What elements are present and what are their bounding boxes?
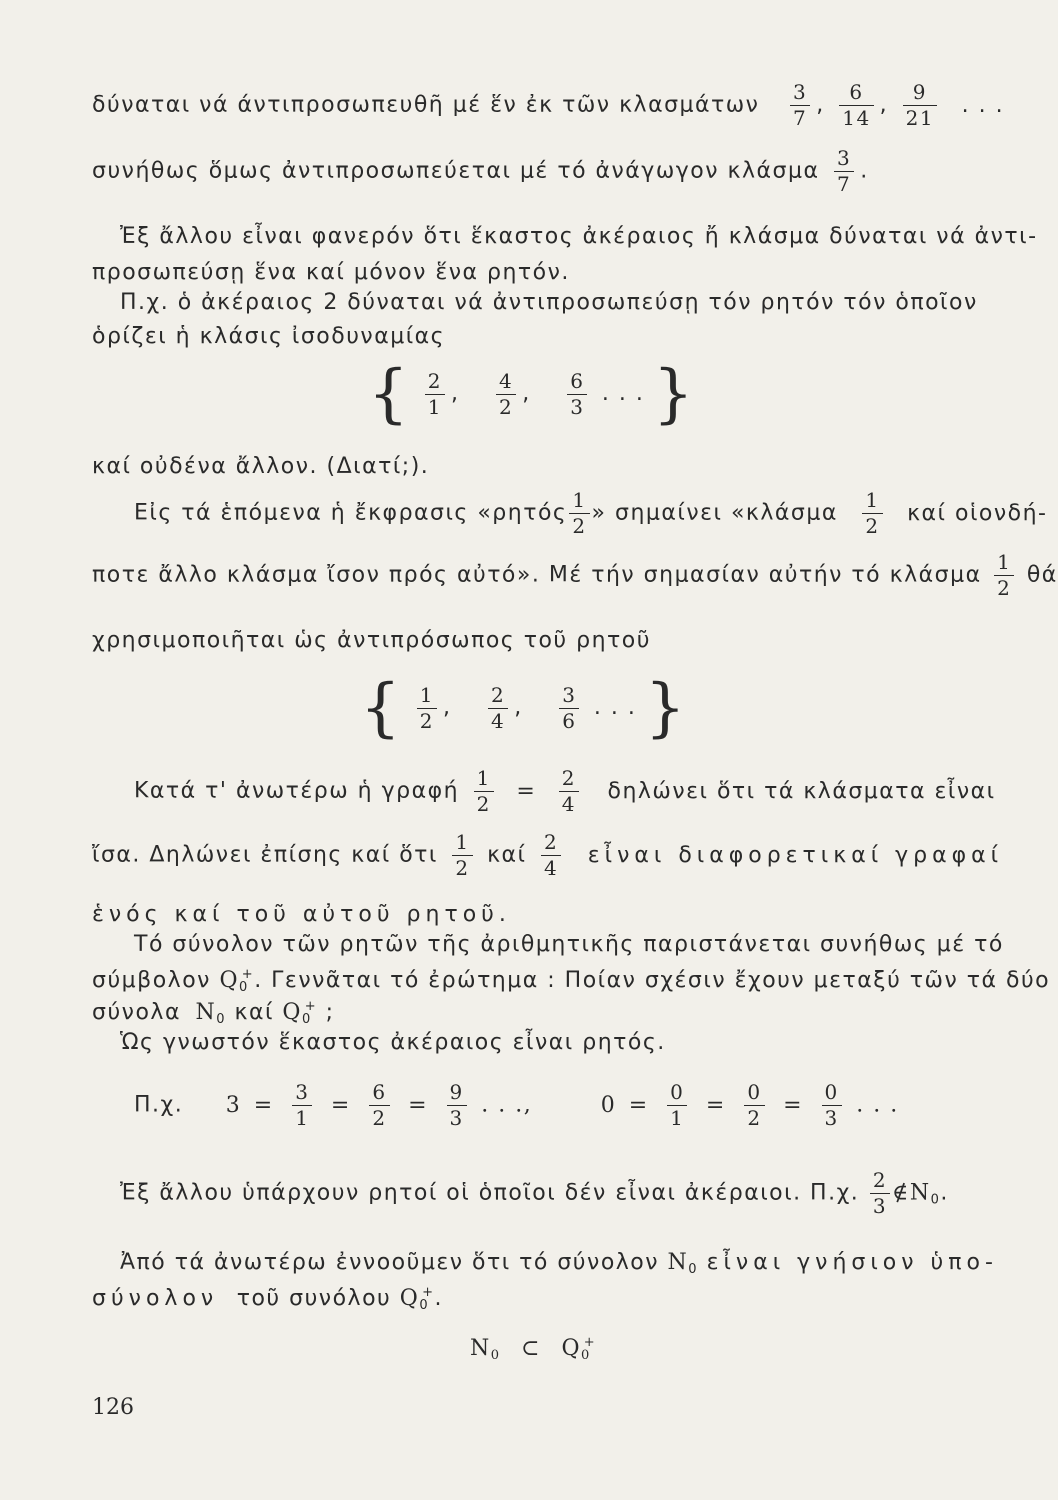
fraction	[567, 368, 587, 419]
denominator: 3	[870, 1193, 890, 1217]
denominator: 1	[292, 1105, 312, 1129]
denominator: 2	[369, 1105, 389, 1129]
numerator: 0	[670, 1080, 685, 1104]
numerator: 1	[476, 766, 491, 790]
text-line: χρησιμοποιῆται ὡς ἀντιπρόσωπος τοῦ ρητοῦ	[92, 628, 651, 653]
numerator: 4	[498, 368, 514, 393]
denominator: 2	[994, 575, 1014, 599]
numerator: 6	[372, 1080, 387, 1104]
text-line: σύνολα $N_0$ καί $Q_0^+$ ;	[92, 999, 335, 1027]
denominator: 4	[541, 855, 561, 879]
text-line: Ἐξ ἄλλου ὑπάρχουν ρητοί οἱ ὁποῖοι δέν εἶναι ἀκέραιοι. Π.χ. $\frac{2}{3}$ $\notin N_0$.	[120, 1168, 949, 1218]
text-line: ὁρίζει ἡ κλάσις ἰσοδυναμίας	[92, 324, 446, 349]
fraction	[417, 682, 437, 733]
text-line: Π.χ. ὁ ἀκέραιος 2 δύναται νά ἀντιπροσωπεύσῃ τόν ρητόν τόν ὁποῖον	[120, 290, 978, 315]
numerator: 1	[997, 550, 1012, 574]
fraction	[447, 1082, 467, 1129]
text-line: ἑνός καί τοῦ αὐτοῦ ρητοῦ.	[92, 902, 511, 927]
text-line: σύμβολον $Q_0^+$. Γεννᾶται τό ἐρώτημα : Ποίαν σχέσιν ἔχουν μεταξύ τῶν τά δύο	[92, 967, 1051, 995]
numerator: 3	[792, 80, 808, 104]
fraction	[292, 1082, 312, 1129]
denominator: 3	[447, 1105, 467, 1129]
denominator: 2	[452, 855, 472, 879]
fraction	[559, 768, 579, 815]
numerator: 9	[912, 80, 928, 104]
numerator: 6	[570, 368, 585, 393]
fraction	[425, 368, 445, 419]
numerator: 2	[872, 1168, 888, 1192]
numerator: 9	[449, 1080, 464, 1104]
text-line: Τό σύνολον τῶν ρητῶν τῆς ἀριθμητικῆς παριστάνεται συνήθως μέ τό	[134, 932, 1004, 957]
fraction	[834, 148, 854, 195]
text-line: σύνολον τοῦ συνόλου $Q_0^+$.	[92, 1285, 443, 1313]
numerator: 2	[544, 830, 559, 854]
numerator: 6	[849, 80, 864, 104]
text-span: δύναται νά άντιπροσωπευθῆ μέ ἕν ἐκ τῶν κλασμάτων	[92, 92, 760, 118]
text-line: Ἀπό τά ἀνωτέρω ἐννοοῦμεν ὅτι τό σύνολον $N_0$ εἶναι γνήσιον ὑπο-	[120, 1250, 998, 1277]
denominator: 7	[834, 171, 854, 195]
denominator: 3	[567, 394, 587, 418]
denominator: 4	[559, 791, 579, 815]
denominator: 21	[903, 105, 937, 129]
fraction	[369, 1082, 389, 1129]
fraction	[559, 682, 579, 733]
denominator: 2	[569, 513, 589, 537]
denominator: 14	[839, 105, 873, 129]
denominator: 2	[744, 1105, 764, 1129]
fraction	[474, 768, 494, 815]
text-line: καί οὐδένα ἄλλον. (Διατί;).	[92, 454, 430, 479]
numerator: 2	[490, 682, 506, 707]
denominator: 2	[474, 791, 494, 815]
fraction	[870, 1170, 890, 1217]
numerator: 1	[455, 830, 470, 854]
fraction	[862, 490, 882, 537]
denominator: 3	[822, 1105, 842, 1129]
fraction	[496, 368, 516, 419]
fraction	[903, 82, 937, 129]
fraction	[744, 1082, 764, 1129]
text-line: δύναται νά άντιπροσωπευθῆ μέ ἕν ἐκ τῶν κλασμάτων $\frac{3}{7}$ , $\frac{6}{14}$ , $\frac{9}{21}$ . . .	[92, 80, 1005, 130]
fraction	[994, 552, 1014, 599]
fraction	[541, 832, 561, 879]
numerator: 1	[419, 682, 434, 707]
numerator: 1	[572, 488, 587, 512]
numerator: 2	[561, 766, 576, 790]
text-line: ποτε ἄλλο κλάσμα ἴσον πρός αὐτό». Μέ τήν σημασίαν αὐτήν τό κλάσμα $\frac{1}{2}$ θά	[92, 550, 1058, 600]
fraction	[569, 490, 589, 537]
text-line: Π.χ. 3 = $\frac{3}{1}$ = $\frac{6}{2}$ = $\frac{9}{3}$ . . ., 0 = $\frac{0}{1}$ = $\frac{0}{2}$ = $\frac{0}{3}$ . . .	[134, 1080, 899, 1130]
numerator: 3	[295, 1080, 310, 1104]
numerator: 3	[562, 682, 577, 707]
fraction	[667, 1082, 687, 1129]
text-line: συνήθως ὅμως ἀντιπροσωπεύεται μέ τό ἀνάγωγον κλάσμα $\frac{3}{7}$ .	[92, 146, 869, 196]
numerator: 0	[824, 1080, 839, 1104]
page-number: 126	[92, 1395, 134, 1420]
numerator: 0	[747, 1080, 762, 1104]
equivalence-class-set: { $\frac{1}{2}$ , $\frac{2}{4}$ , $\frac{3}{6}$ . . . }	[360, 671, 688, 745]
denominator: 1	[425, 394, 445, 418]
text-line: Ἐξ ἄλλου εἶναι φανερόν ὅτι ἕκαστος ἀκέραιος ἤ κλάσμα δύναται νά ἀντι-	[120, 224, 1038, 249]
text-line: Εἰς τά ἑπόμενα ἡ ἔκφρασις «ρητός $\frac{1}{2}$ » σημαίνει «κλάσμα $\frac{1}{2}$ καί οἱονδή-	[134, 488, 1048, 538]
fraction	[790, 82, 810, 129]
denominator: 6	[559, 708, 579, 732]
denominator: 2	[496, 394, 516, 418]
text-line: ἴσα. Δηλώνει ἐπίσης καί ὅτι $\frac{1}{2}$ καί $\frac{2}{4}$ εἶναι διαφορετικαί γραφαί	[92, 830, 1004, 880]
numerator: 2	[427, 368, 442, 393]
denominator: 7	[790, 105, 810, 129]
subset-relation: $N_0$ ⊂ $Q_0^+$	[470, 1335, 597, 1363]
text-line: Κατά τ' ἀνωτέρω ἡ γραφή $\frac{1}{2}$ = $\frac{2}{4}$ δηλώνει ὅτι τά κλάσματα εἶναι	[134, 766, 996, 816]
fraction	[488, 682, 508, 733]
denominator: 2	[862, 513, 882, 537]
numerator: 1	[865, 488, 880, 512]
denominator: 2	[417, 708, 437, 732]
fraction	[822, 1082, 842, 1129]
denominator: 1	[667, 1105, 687, 1129]
denominator: 4	[488, 708, 508, 732]
fraction	[839, 82, 873, 129]
text-line: προσωπεύσῃ ἕνα καί μόνον ἕνα ρητόν.	[92, 260, 570, 285]
fraction	[452, 832, 472, 879]
numerator: 3	[836, 146, 852, 170]
equivalence-class-set: { $\frac{2}{1}$ , $\frac{4}{2}$ , $\frac{6}{3}$ . . . }	[368, 357, 696, 431]
text-line: Ὡς γνωστόν ἕκαστος ἀκέραιος εἶναι ρητός.	[120, 1030, 666, 1055]
